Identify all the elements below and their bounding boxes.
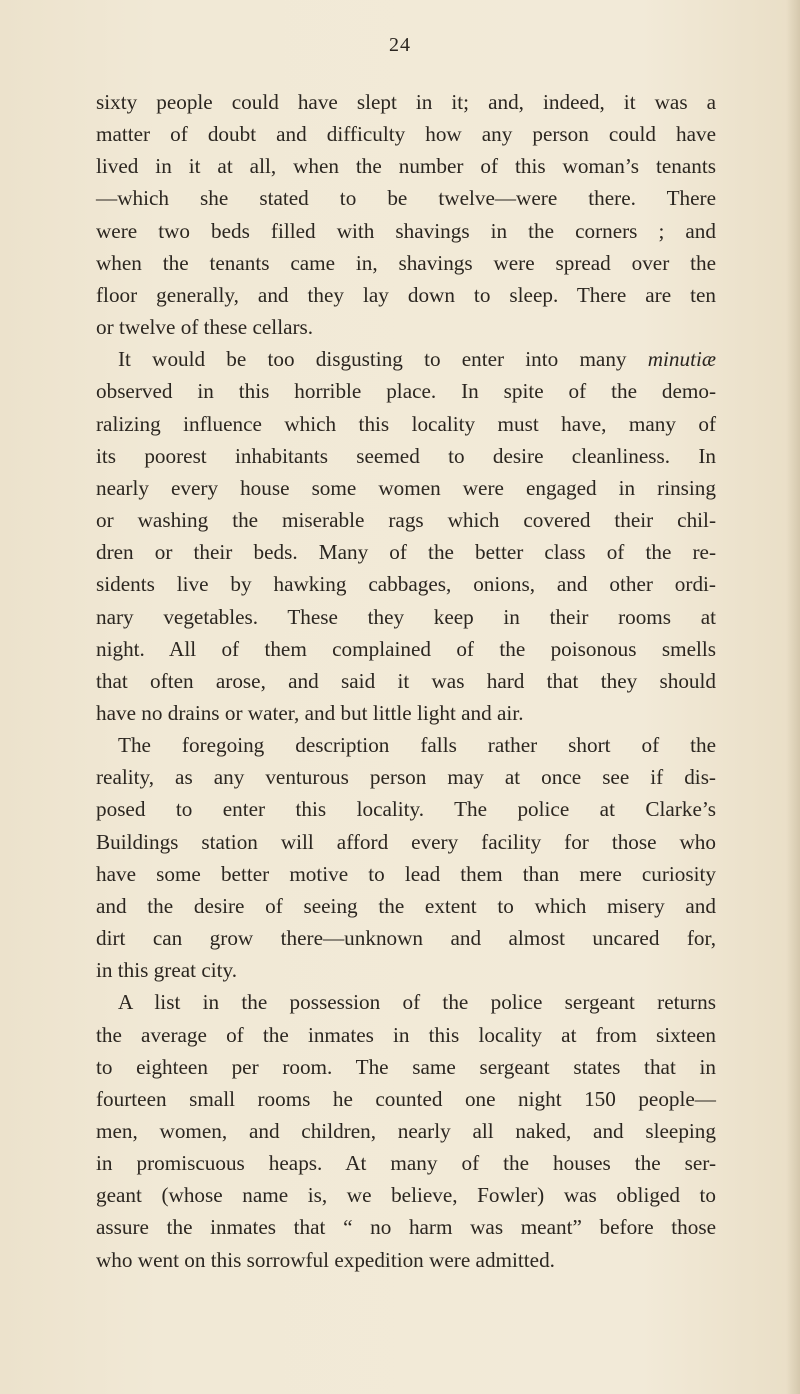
text-line: when the tenants came in, shavings were spread over the	[96, 250, 716, 275]
text-line: dren or their beds. Many of the better class of the re-	[96, 540, 716, 565]
text-line: have no drains or water, and but little light and air.	[96, 700, 524, 725]
text-line: men, women, and children, nearly all naked, and sleeping	[96, 1119, 716, 1143]
text-line: reality, as any venturous person may at once see if dis-	[96, 765, 716, 790]
text-fragment: It would be too disgusting to enter into many	[118, 347, 627, 372]
italic-term: minutiæ	[647, 347, 716, 372]
text-line: in promiscuous heaps. At many of the houses the ser-	[96, 1151, 716, 1176]
text-line: sixty people could have slept in it; and, indeed, it was a	[96, 90, 716, 114]
text-line: Buildings station will afford every facility for those who	[96, 829, 716, 854]
text-line: who went on this sorrowful expedition were admitted.	[96, 1247, 555, 1272]
text-line: night. All of them complained of the poisonous smells	[96, 636, 716, 661]
text-line: its poorest inhabitants seemed to desire cleanliness. In	[96, 443, 716, 468]
text-line: fourteen small rooms he counted one night 150 people—	[96, 1086, 716, 1111]
text-line: the average of the inmates in this locality at from sixteen	[96, 1022, 716, 1047]
text-line: sidents live by hawking cabbages, onions, and other ordi-	[96, 572, 716, 597]
page-edge-shadow	[786, 0, 800, 1394]
text-line: to eighteen per room. The same sergeant states that in	[96, 1054, 716, 1079]
text-line: ralizing influence which this locality must have, many of	[96, 411, 716, 436]
text-line: in this great city.	[96, 958, 238, 983]
text-line: assure the inmates that “ no harm was meant” before those	[96, 1215, 716, 1240]
text-line: A list in the possession of the police sergeant returns	[118, 990, 716, 1015]
text-line: or twelve of these cellars.	[96, 315, 314, 340]
page-number: 24	[389, 34, 411, 56]
text-line: lived in it at all, when the number of this woman’s tenants	[96, 154, 716, 179]
text-line: have some better motive to lead them than mere curiosity	[96, 861, 716, 886]
text-line: dirt can grow there—unknown and almost uncared for,	[96, 926, 716, 951]
text-line: —which she stated to be twelve—were there. There	[96, 186, 716, 211]
text-line: nary vegetables. These they keep in their rooms at	[96, 604, 716, 629]
text-line: and the desire of seeing the extent to which misery and	[96, 893, 716, 918]
text-line: or washing the miserable rags which covered their chil-	[96, 508, 716, 533]
text-line: posed to enter this locality. The police at Clarke’s	[96, 797, 716, 822]
paragraph-line	[96, 343, 716, 375]
text-line: that often arose, and said it was hard that they should	[96, 668, 716, 693]
text-line: were two beds filled with shavings in the corners ; and	[96, 218, 716, 243]
text-line: nearly every house some women were engaged in rinsing	[96, 475, 716, 500]
text-line: geant (whose name is, we believe, Fowler) was obliged to	[96, 1183, 716, 1208]
text-line: floor generally, and they lay down to sleep. There are ten	[96, 282, 716, 307]
body-text	[96, 86, 716, 1276]
text-line: The foregoing description falls rather short of the	[118, 733, 716, 758]
text-line: observed in this horrible place. In spite of the demo-	[96, 379, 716, 404]
text-line: matter of doubt and difficulty how any person could have	[96, 122, 716, 147]
